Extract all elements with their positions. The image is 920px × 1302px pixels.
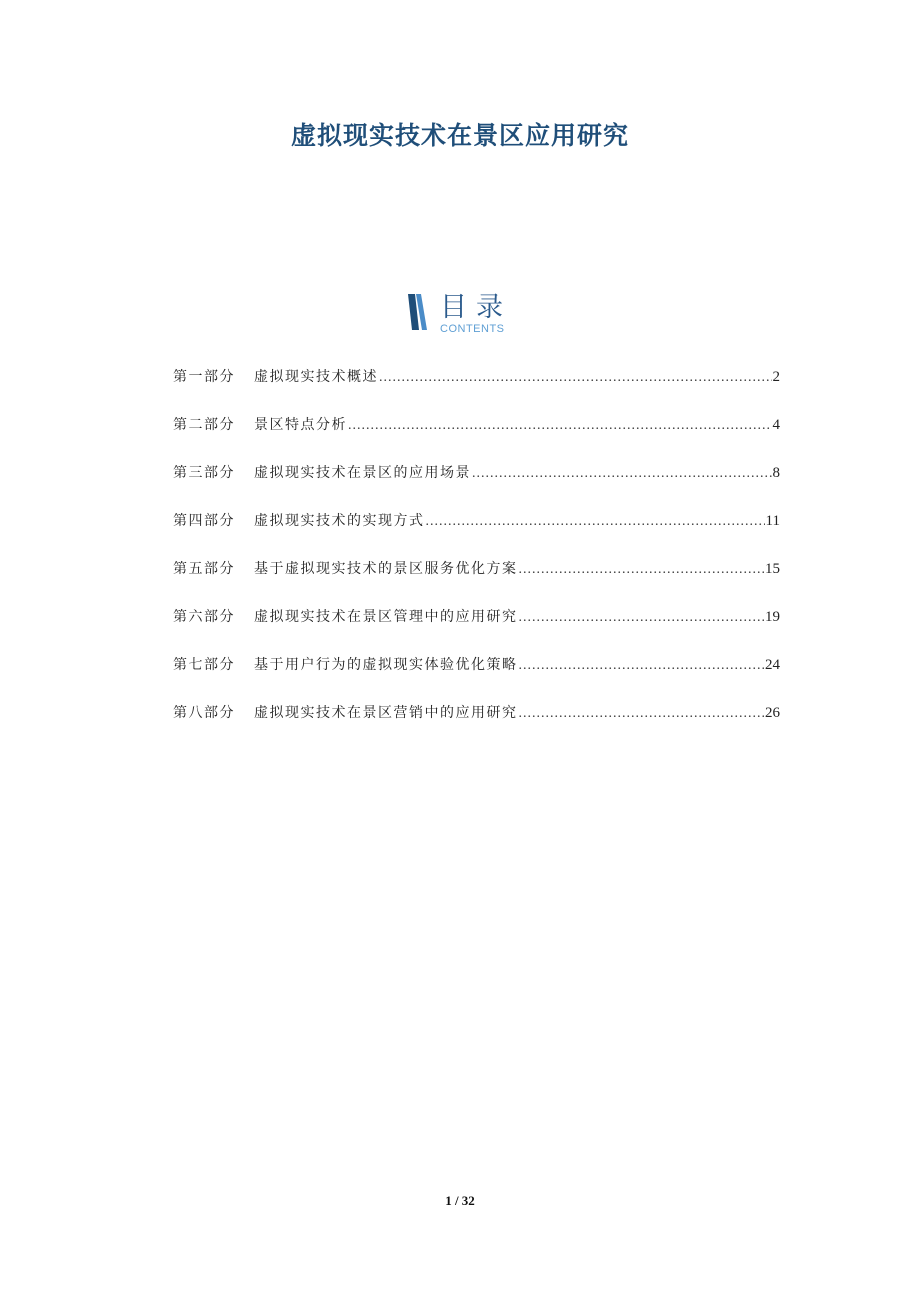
toc-entry-part: 第三部分 xyxy=(173,465,235,481)
toc-entry-title: 基于虚拟现实技术的景区服务优化方案 xyxy=(254,561,518,577)
toc-leader-dots xyxy=(426,514,765,530)
toc-entry-title: 基于用户行为的虚拟现实体验优化策略 xyxy=(254,657,518,673)
toc-entry-part: 第八部分 xyxy=(173,705,235,721)
toc-entry-title: 虚拟现实技术在景区营销中的应用研究 xyxy=(254,705,518,721)
toc-entry-title: 景区特点分析 xyxy=(254,417,347,433)
toc-leader-dots xyxy=(519,658,765,674)
toc-entry-page: 19 xyxy=(765,609,780,625)
toc-entry-title: 虚拟现实技术在景区管理中的应用研究 xyxy=(254,609,518,625)
toc-entry-part: 第二部分 xyxy=(173,417,235,433)
toc-entry[interactable] xyxy=(173,702,780,750)
toc-entry-part: 第六部分 xyxy=(173,609,235,625)
toc-entry-page: 4 xyxy=(772,417,780,433)
toc-entry-part: 第五部分 xyxy=(173,561,235,577)
toc-entry-part: 第四部分 xyxy=(173,513,235,529)
toc-entry[interactable] xyxy=(173,462,780,510)
toc-entry-title: 虚拟现实技术的实现方式 xyxy=(254,513,425,529)
toc-leader-dots xyxy=(519,706,765,722)
toc-leader-dots xyxy=(379,370,772,386)
toc-entry-page: 11 xyxy=(765,513,780,529)
toc-entry[interactable] xyxy=(173,606,780,654)
toc-entry-page: 15 xyxy=(765,561,780,577)
toc-entry[interactable] xyxy=(173,510,780,558)
toc-entry[interactable] xyxy=(173,558,780,606)
toc-entry-page: 2 xyxy=(772,369,780,385)
toc-entry[interactable] xyxy=(173,414,780,462)
toc-header xyxy=(406,290,526,340)
toc-bookmark-icon xyxy=(406,294,432,330)
toc-entry-page: 8 xyxy=(772,465,780,481)
toc-leader-dots xyxy=(472,466,772,482)
toc-subheading: CONTENTS xyxy=(440,323,505,335)
table-of-contents xyxy=(173,366,780,750)
toc-entry-page: 24 xyxy=(765,657,780,673)
toc-leader-dots xyxy=(519,562,765,578)
toc-entry[interactable] xyxy=(173,366,780,414)
toc-leader-dots xyxy=(519,610,765,626)
toc-entry-title: 虚拟现实技术在景区的应用场景 xyxy=(254,465,471,481)
toc-heading: 目录 xyxy=(440,292,512,323)
toc-entry-part: 第七部分 xyxy=(173,657,235,673)
toc-entry-page: 26 xyxy=(765,705,780,721)
page-number-footer: 1 / 32 xyxy=(445,1193,475,1208)
toc-leader-dots xyxy=(348,418,772,434)
toc-entry[interactable] xyxy=(173,654,780,702)
toc-entry-part: 第一部分 xyxy=(173,369,235,385)
document-title: 虚拟现实技术在景区应用研究 xyxy=(290,121,629,150)
toc-entry-title: 虚拟现实技术概述 xyxy=(254,369,378,385)
